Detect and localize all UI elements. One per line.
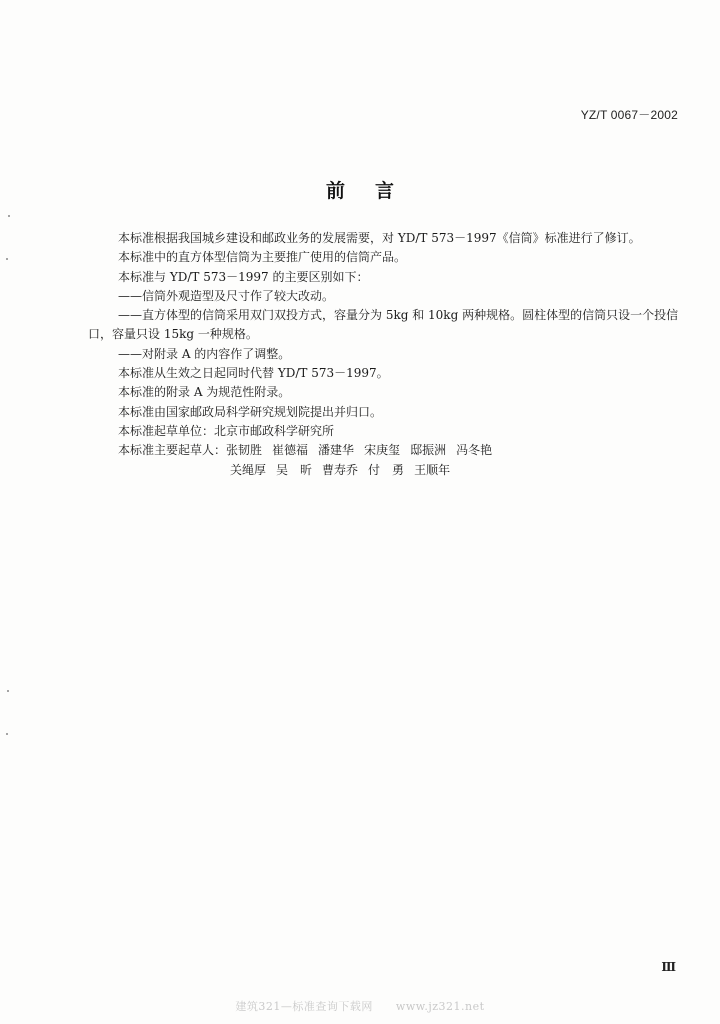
paragraph: 本标准中的直方体型信筒为主要推广使用的信筒产品。 xyxy=(118,250,407,265)
standard-code: YZ/T 0067－2002 xyxy=(580,108,678,122)
scan-speck xyxy=(7,690,9,692)
watermark-text: 建筑321—标准查询下载网 www.jz321.net xyxy=(235,1000,485,1013)
drafter-name: 冯冬艳 xyxy=(456,443,493,458)
drafter-name: 宋庚玺 xyxy=(364,443,401,458)
drafter-name: 付 勇 xyxy=(368,462,405,477)
drafters-line-1 xyxy=(88,441,688,460)
paragraph: ——对附录 A 的内容作了调整。 xyxy=(118,346,291,361)
paragraph: 本标准与 YD/T 573－1997 的主要区别如下： xyxy=(118,269,369,284)
page-title: 前言 xyxy=(325,180,424,202)
paragraph: 本标准由国家邮政局科学研究规划院提出并归口。 xyxy=(118,404,383,419)
page-number: Ⅲ xyxy=(661,960,676,974)
paragraph: 本标准起草单位：北京市邮政科学研究所 xyxy=(118,423,335,438)
paragraph: 本标准的附录 A 为规范性附录。 xyxy=(118,385,291,400)
scan-speck xyxy=(6,258,8,260)
drafters-line-2 xyxy=(88,461,688,480)
paragraph: 本标准从生效之日起同时代替 YD/T 573－1997。 xyxy=(118,366,389,381)
drafter-name: 崔德福 xyxy=(272,443,309,458)
drafter-name: 邸振洲 xyxy=(410,443,447,458)
drafter-name: 王顺年 xyxy=(414,462,451,477)
paragraph: ——直方体型的信筒采用双门双投方式，容量分为 5kg 和 10kg 两种规格。圆柱体型的信筒只设一个投信口，容量只设 15kg 一种规格。 xyxy=(88,308,679,342)
drafter-name: 张韧胜 xyxy=(226,443,263,458)
paragraph: 本标准根据我国城乡建设和邮政业务的发展需要，对 YD/T 573－1997《信筒》标准进行了修订。 xyxy=(118,231,641,245)
drafter-name: 潘建华 xyxy=(318,443,355,458)
foreword-body xyxy=(88,229,688,480)
paragraph: ——信筒外观造型及尺寸作了较大改动。 xyxy=(118,288,335,303)
drafters-label: 本标准主要起草人： xyxy=(118,443,227,458)
drafter-name: 关绳厚 xyxy=(230,462,267,477)
drafter-name: 吴 昕 xyxy=(276,462,313,477)
scan-speck xyxy=(8,215,10,217)
drafter-name: 曹寿乔 xyxy=(322,462,359,477)
scan-speck xyxy=(6,733,8,735)
